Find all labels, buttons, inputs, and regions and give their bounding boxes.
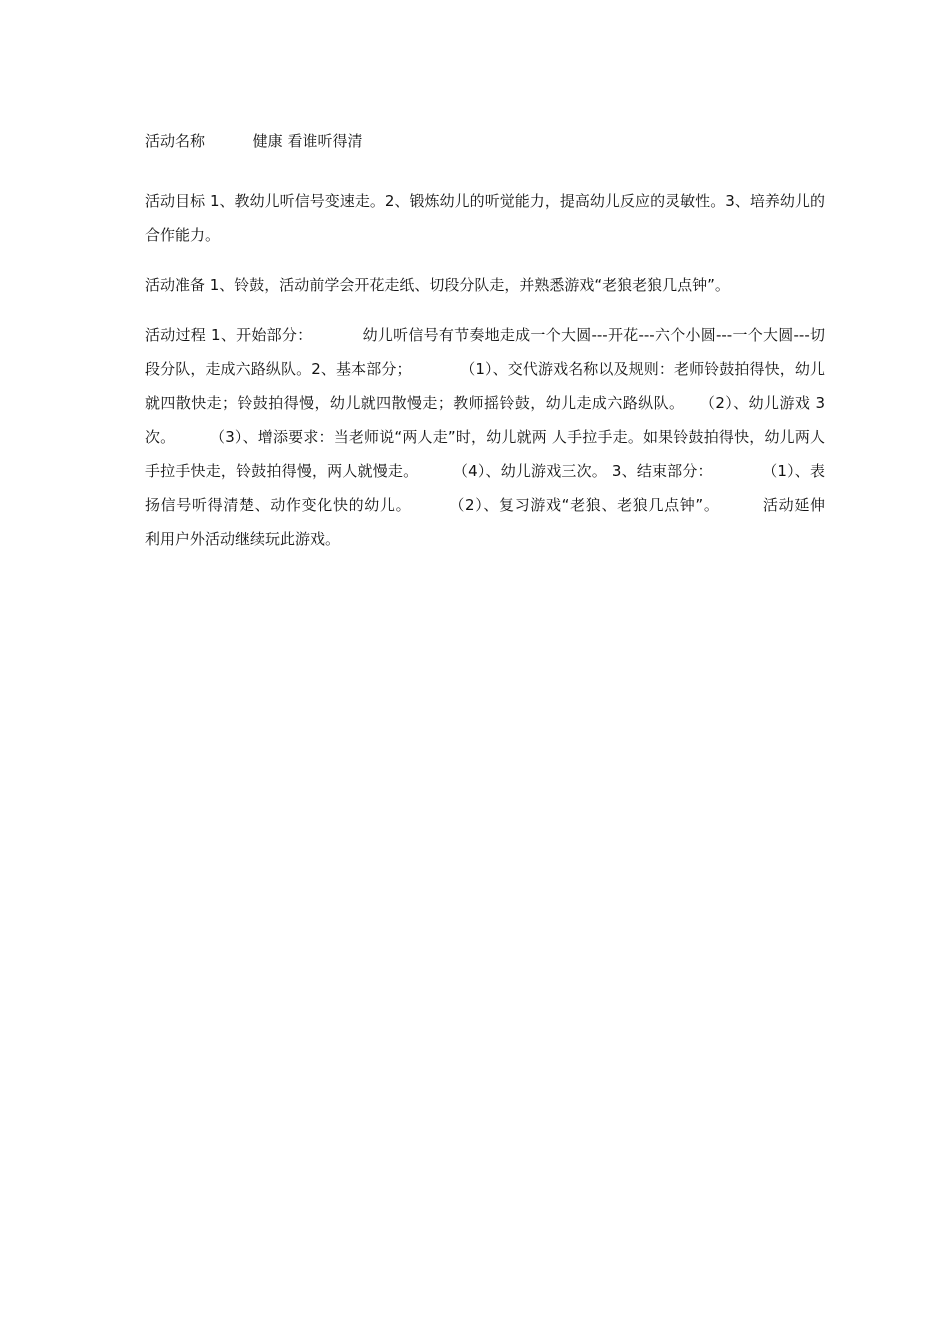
activity-name-line: 活动名称 健康 看谁听得清: [145, 132, 363, 150]
document-page: [145, 124, 868, 572]
activity-preparation-paragraph: 活动准备 1、铃鼓，活动前学会开花走纸、切段分队走，并熟悉游戏“老狼老狼几点钟”。: [145, 276, 730, 294]
activity-goals-paragraph: 活动目标 1、教幼儿听信号变速走。2、锻炼幼儿的听觉能力，提高幼儿反应的灵敏性。3、培养幼儿的合作能力。: [145, 192, 825, 244]
activity-process-paragraph: 活动过程 1、开始部分： 幼儿听信号有节奏地走成一个大圆---开花---六个小圆---一个大圆---切段分队，走成六路纵队。2、基本部分； （1）、交代游戏名称以及规则：老师铃鼓拍得快，幼儿就四散快走；铃鼓拍得慢，幼儿就四散慢走；教师摇铃鼓，幼儿走成六路纵队。 （2）、幼儿游戏 3 次。 （3）、增添要求：当老师说“两人走”时，幼儿就两 人手拉手走。如果铃鼓拍得快，幼儿两人手拉手快走，铃鼓拍得慢，两人就慢走。 （4）、幼儿游戏三次。 3、结束部分： （1）、表扬信号听得清楚、动作变化快的幼儿。 （2）、复习游戏“老狼、老狼几点钟”。 活动延伸 利用户外活动继续玩此游戏。: [145, 326, 868, 548]
